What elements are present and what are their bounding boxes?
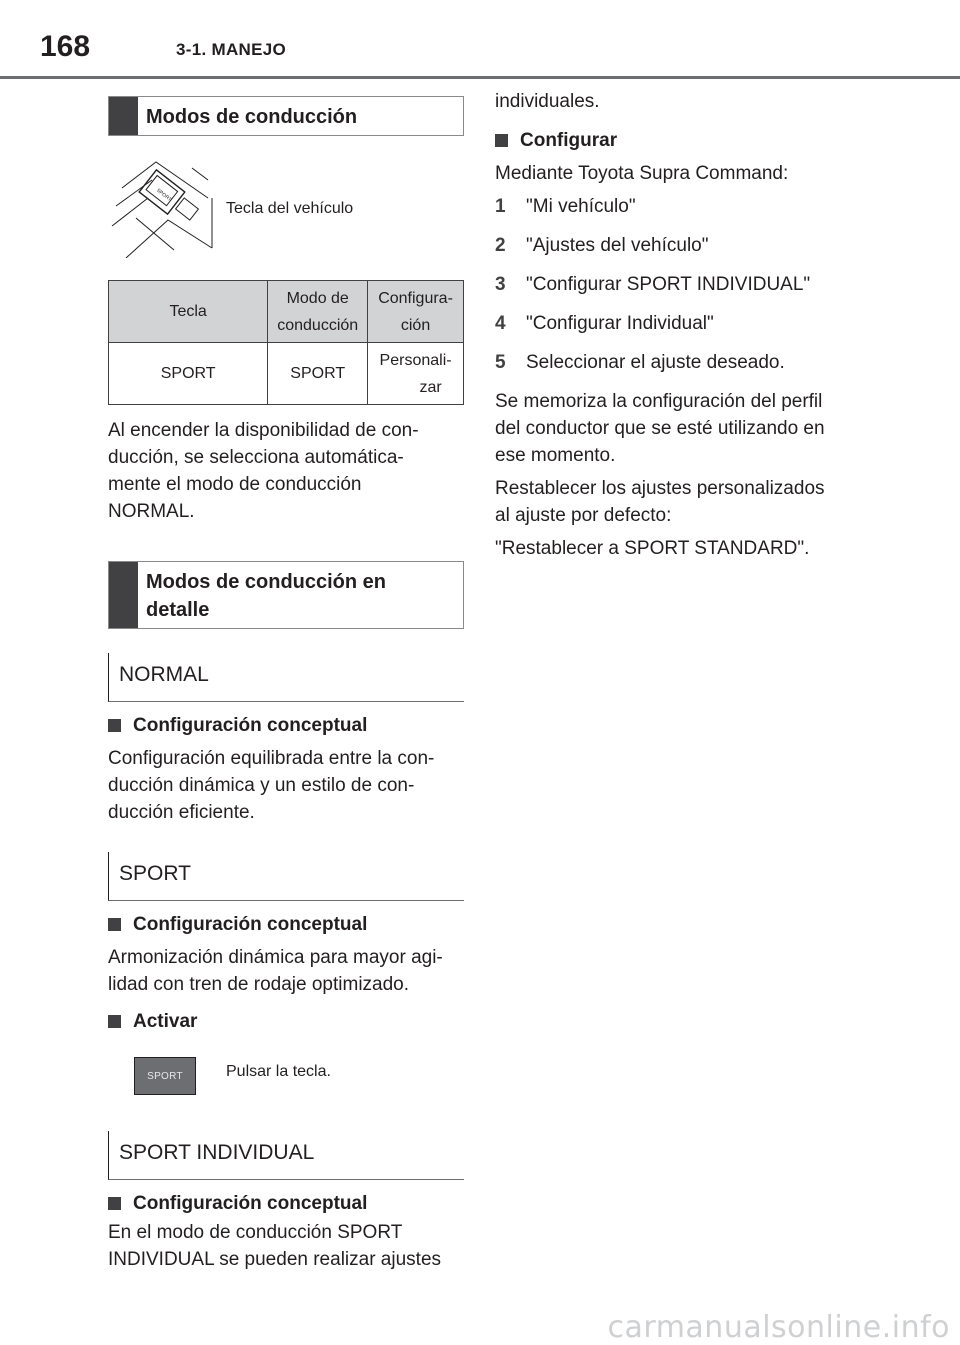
list-item: Activar bbox=[108, 1008, 464, 1035]
svg-text:SPORT: SPORT bbox=[155, 187, 173, 203]
list-item: Configurar bbox=[495, 127, 855, 154]
section-heading-detalle bbox=[108, 561, 464, 629]
sport-key-illustration-icon bbox=[108, 158, 218, 258]
via-text: Mediante Toyota Supra Command: bbox=[495, 163, 789, 184]
list-item: Configuración conceptual bbox=[108, 1190, 464, 1217]
square-bullet-icon bbox=[108, 1015, 121, 1028]
page-number: 168 bbox=[40, 30, 91, 63]
header-rule bbox=[0, 76, 960, 79]
list-item: 2 "Ajustes del vehículo" bbox=[495, 235, 709, 256]
table-header-cell: Modo de conducción bbox=[268, 281, 368, 343]
heading-title: Modos de conducción bbox=[146, 106, 358, 128]
subsection-normal: NORMAL bbox=[108, 653, 464, 702]
heading-bar bbox=[109, 562, 138, 628]
sport-description: Armonización dinámica para mayor agi- lidad con tren de rodaje optimizado. bbox=[108, 947, 443, 995]
subsection-sport-individual: SPORT INDIVIDUAL bbox=[108, 1131, 464, 1180]
sport-button: SPORT bbox=[134, 1057, 196, 1095]
left-column bbox=[108, 96, 464, 1273]
heading-bar bbox=[109, 97, 138, 135]
modes-table bbox=[108, 280, 464, 405]
heading-title: Modos de conducción en detalle bbox=[146, 571, 387, 621]
key-caption: Tecla del vehículo bbox=[226, 200, 354, 217]
table-header-row bbox=[109, 281, 464, 343]
intro-paragraph: Al encender la disponibilidad de con- ducción, se selecciona automática- mente el modo de conducción NORMAL. bbox=[108, 420, 419, 522]
list-item: 3 "Configurar SPORT INDIVIDUAL" bbox=[495, 274, 811, 295]
square-bullet-icon bbox=[495, 134, 508, 147]
right-column bbox=[495, 88, 855, 562]
subsection-sport: SPORT bbox=[108, 852, 464, 901]
sport-individual-description: En el modo de conducción SPORT INDIVIDUAL se pueden realizar ajustes bbox=[108, 1222, 442, 1270]
chapter-title: 3-1. MANEJO bbox=[176, 40, 287, 59]
list-item: Configuración conceptual bbox=[108, 911, 464, 938]
table-header-cell: Configura- ción bbox=[368, 281, 464, 343]
sport-button-figure bbox=[134, 1057, 464, 1095]
table-header-cell: Tecla bbox=[109, 281, 268, 343]
square-bullet-icon bbox=[108, 719, 121, 732]
list-item: Configuración conceptual bbox=[108, 712, 464, 739]
watermark: carmanualsonline.info bbox=[607, 1310, 950, 1345]
reset-value: "Restablecer a SPORT STANDARD". bbox=[495, 538, 810, 559]
square-bullet-icon bbox=[108, 1197, 121, 1210]
section-heading-modos bbox=[108, 96, 464, 136]
table-row bbox=[109, 343, 464, 405]
normal-description: Configuración equilibrada entre la con- ducción dinámica y un estilo de con- ducción eficiente. bbox=[108, 748, 435, 823]
square-bullet-icon bbox=[108, 918, 121, 931]
key-figure bbox=[108, 158, 464, 258]
memory-paragraph: Se memoriza la configuración del perfil del conductor que se esté utilizando en ese momento. bbox=[495, 391, 825, 466]
table-cell: SPORT bbox=[109, 343, 268, 405]
list-item: 5 Seleccionar el ajuste deseado. bbox=[495, 352, 785, 373]
table-cell: Personali- zar bbox=[368, 343, 464, 405]
continuation-text: individuales. bbox=[495, 91, 600, 112]
sport-button-caption: Pulsar la tecla. bbox=[226, 1063, 331, 1080]
list-item: 4 "Configurar Individual" bbox=[495, 313, 714, 334]
page-header bbox=[0, 0, 960, 80]
table-cell: SPORT bbox=[268, 343, 368, 405]
list-item: 1 "Mi vehículo" bbox=[495, 196, 636, 217]
steps-list bbox=[495, 193, 855, 376]
reset-paragraph: Restablecer los ajustes personalizados al ajuste por defecto: bbox=[495, 478, 825, 526]
